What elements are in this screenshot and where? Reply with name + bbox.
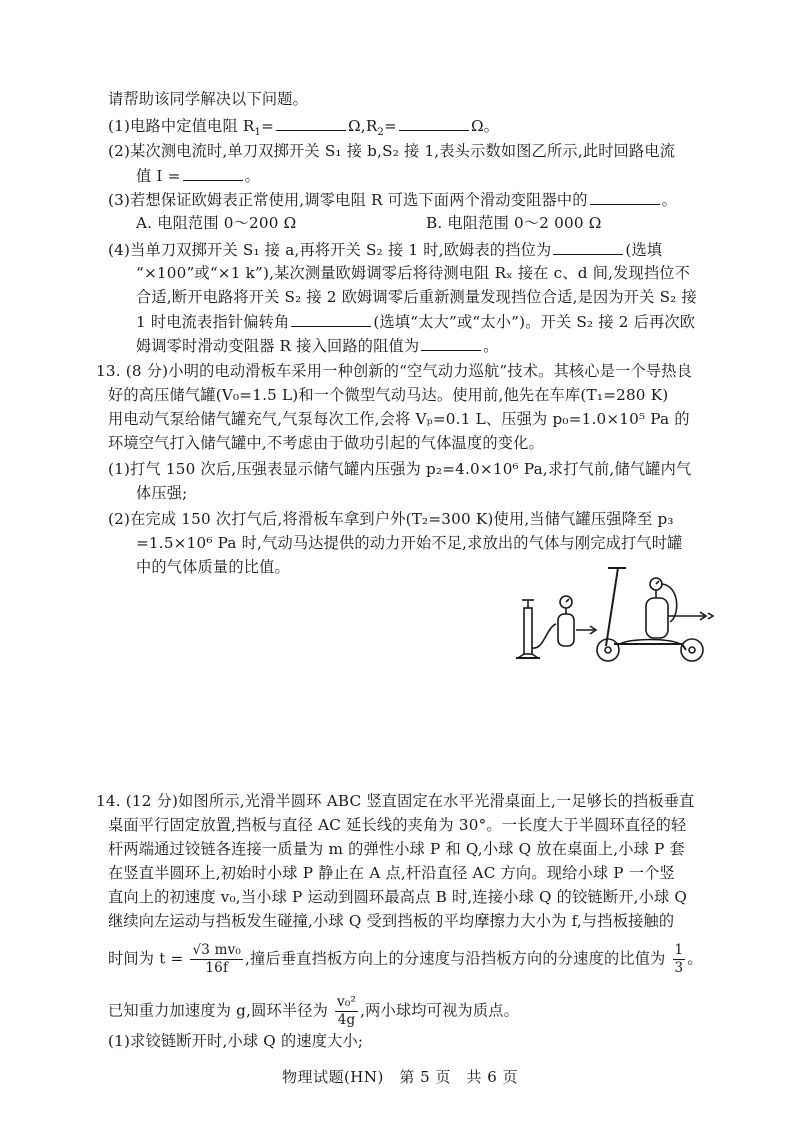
pump-scooter-figure (510, 558, 720, 668)
answer-blank-resistance[interactable] (421, 334, 481, 351)
q12-part3: (3)若想保证欧姆表正常使用,调零电阻 R 可选下面两个滑动变阻器中的 。 (108, 188, 677, 211)
q14-line7: 时间为 t = $\frac{\text{√3 mv₀}}{16f}$ ,撞后垂直挡板方向上的分速度与沿挡板方向的分速度的比值为 $\frac{1}{3}$ 。 (108, 942, 703, 976)
q14-line2: 桌面平行固定放置,挡板与直径 AC 延长线的夹角为 30°。一长度大于半圆环直径的轻 (108, 816, 687, 834)
q13-sub2-line2: =1.5×10⁶ Pa 时,气动马达提供的动力开始不足,求放出的气体与刚完成打气时罐 (136, 534, 683, 552)
q12-part2-line1: (2)某次测电流时,单刀双掷开关 S₁ 接 b,S₂ 接 1,表头示数如图乙所示,此时回路电流 (108, 142, 676, 160)
q13-line3: 用电动气泵给储气罐充气,气泵每次工作,会将 Vₚ=0.1 L、压强为 p₀=1.0×10⁵ Pa 的 (108, 410, 690, 428)
q12-part4-line3: 合适,断开电路将开关 S₂ 接 2 欧姆调零后重新测量发现挡位合适,是因为开关 S₂ 接 (136, 288, 697, 306)
arrow-icon (576, 626, 596, 634)
time-fraction: $\frac{\text{√3 mv₀}}{16f}$ (192, 942, 242, 976)
q12-part1: (1)电路中定值电阻 $R_1= \Omega,R_2= \Omega$。 (108, 114, 499, 137)
answer-blank-resistor-choice[interactable] (590, 188, 660, 205)
intro-text: 请帮助该同学解决以下问题。 (108, 90, 309, 108)
q14-sub1: (1)求铰链断开时,小球 Q 的速度大小; (108, 1032, 364, 1050)
q12-part4-line4: 1 时电流表指针偏转角 (选填“太大”或“太小”)。开关 S₂ 接 2 后再次欧 (136, 310, 695, 333)
q14-line8: 已知重力加速度为 g,圆环半径为 $\frac{\text{v₀²}}{4g}$ ,两小球均可视为质点。 (108, 994, 520, 1028)
option-b: B. 电阻范围 0～2 000 Ω (426, 214, 602, 232)
q12-part2-line2: 值 I = 。 (136, 164, 260, 187)
q12-part4-line1: (4)当单刀双掷开关 S₁ 接 a,再将开关 S₂ 接 1 时,欧姆表的挡位为 (选填 (108, 238, 662, 261)
answer-blank-r1[interactable] (276, 114, 346, 131)
q13-sub2-line1: (2)在完成 150 次打气后,将滑板车拿到户外(T₂=300 K)使用,当储气罐压强降至 p₃ (108, 510, 674, 528)
radius-fraction: $\frac{\text{v₀²}}{4g}$ (337, 994, 357, 1028)
ratio-fraction: $\frac{1}{3}$ (674, 942, 684, 976)
q13-line4: 环境空气打入储气罐中,不考虑由于做功引起的气体温度的变化。 (108, 434, 544, 452)
q14-line1: 14. (12 分)如图所示,光滑半圆环 ABC 竖直固定在水平光滑桌面上,一足够长的挡板垂直 (96, 792, 695, 810)
q12-part4-line2: “×100”或“×1 k”),某次测量欧姆调零后将待测电阻 Rₓ 接在 c、d 间,发现挡位不 (136, 264, 691, 282)
q14-line4: 在竖直半圆环上,初始时小球 P 静止在 A 点,杆沿直径 AC 方向。现给小球 P 一个竖 (108, 864, 675, 882)
q14-line5: 直向上的初速度 v₀,当小球 P 运动到圆环最高点 B 时,连接小球 Q 的铰链断开,小球 Q (108, 888, 688, 906)
answer-blank-r2[interactable] (399, 114, 469, 131)
answer-blank-range[interactable] (553, 238, 623, 255)
page-footer: 物理试题(HN) 第 5 页 共 6 页 (281, 1068, 519, 1086)
q13-sub2-line3: 中的气体质量的比值。 (136, 558, 290, 576)
option-a: A. 电阻范围 0～200 Ω (136, 214, 297, 232)
q13-line1: 13. (8 分)小明的电动滑板车采用一种创新的“空气动力巡航”技术。其核心是一个导热良 (96, 362, 693, 380)
q13-sub1-line1: (1)打气 150 次后,压强表显示储气罐内压强为 p₂=4.0×10⁶ Pa,求打气前,储气罐内气 (108, 460, 692, 478)
air-pump-icon (516, 600, 556, 658)
q14-line6: 继续向左运动与挡板发生碰撞,小球 Q 受到挡板的平均摩擦力大小为 f,与挡板接触的 (108, 912, 675, 930)
mounted-tank-icon (646, 578, 713, 638)
answer-blank-deflection[interactable] (291, 310, 371, 327)
gas-tank-icon (558, 596, 574, 646)
q14-line3: 杆两端通过铰链各连接一质量为 m 的弹性小球 P 和 Q,小球 Q 放在桌面上,小球 P 套 (108, 840, 685, 858)
q13-line2: 好的高压储气罐(V₀=1.5 L)和一个微型气动马达。使用前,他先在车库(T₁=280 K) (108, 386, 669, 404)
answer-blank-current[interactable] (183, 164, 243, 181)
q12-part4-line5: 姆调零时滑动变阻器 R 接入回路的阻值为 。 (136, 334, 499, 357)
q13-sub1-line2: 体压强; (136, 484, 188, 502)
